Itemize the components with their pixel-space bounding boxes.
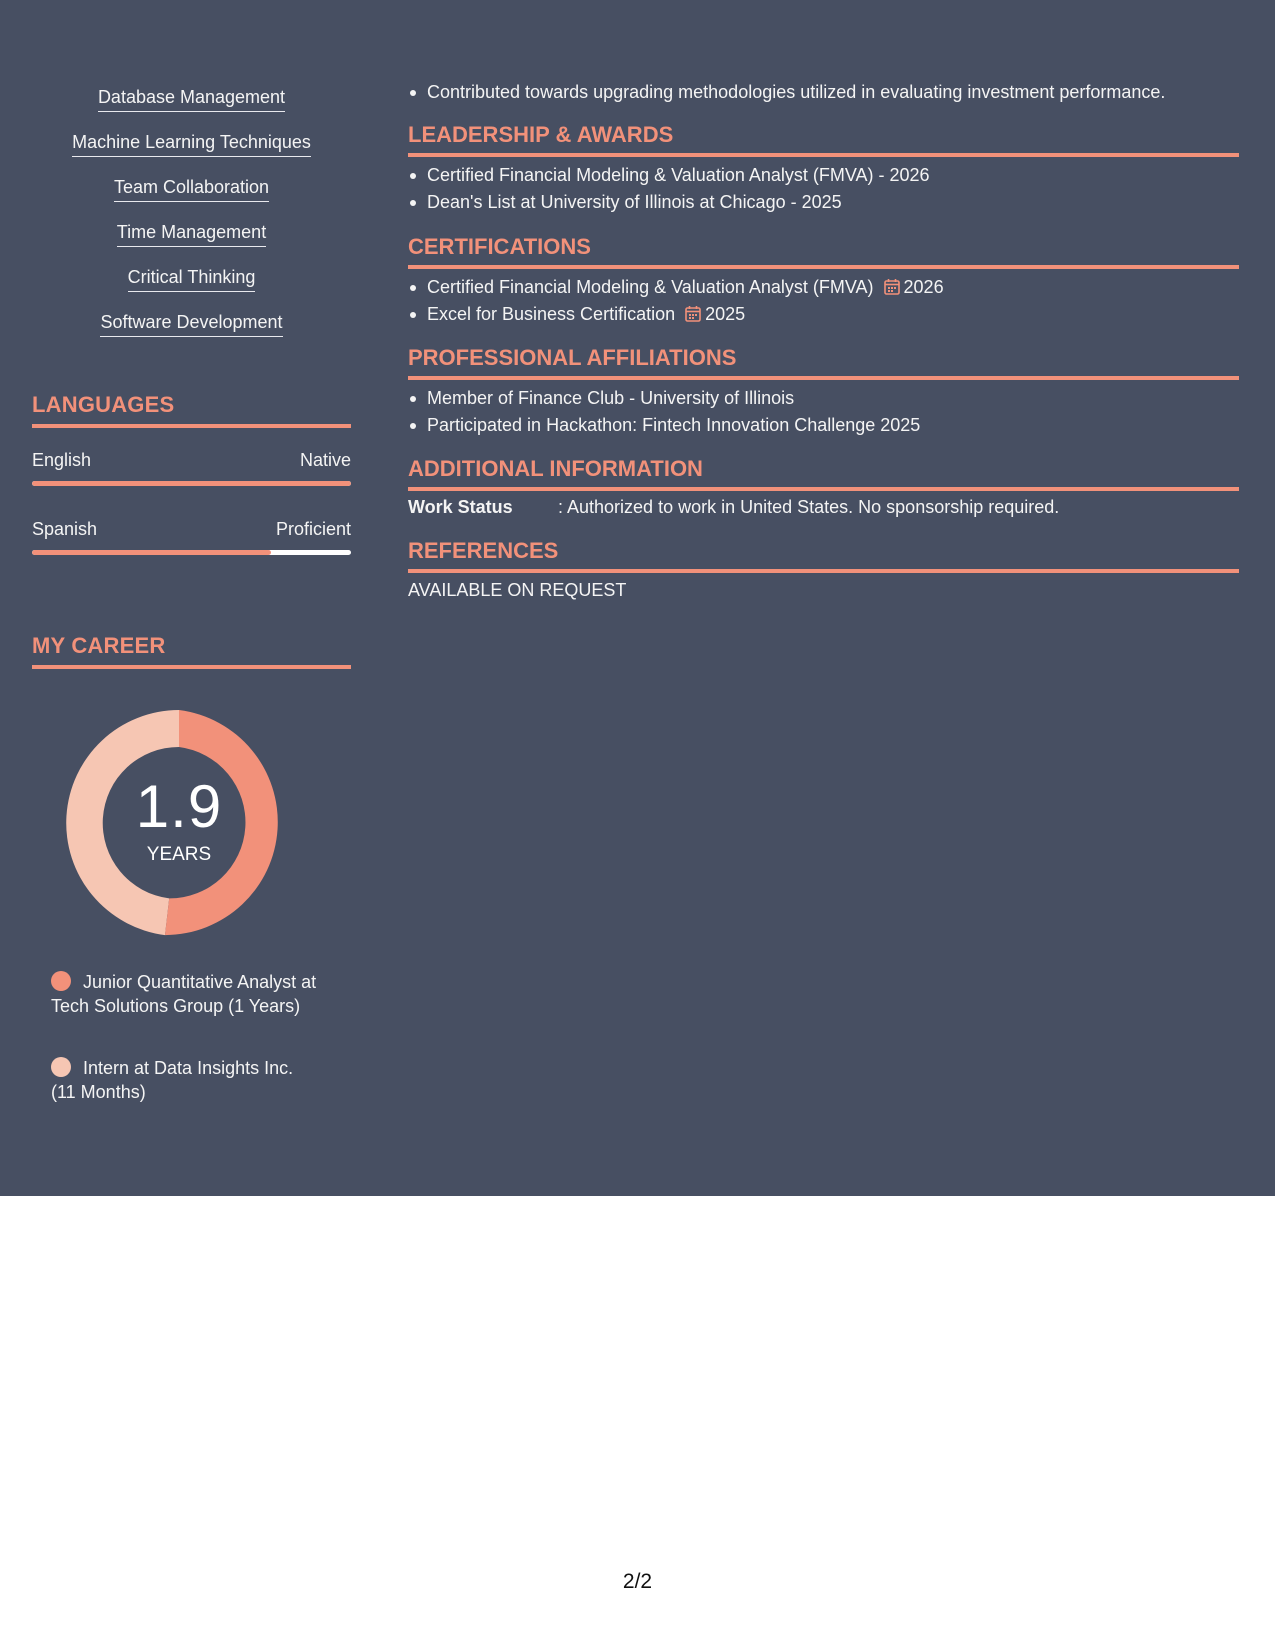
affiliations-heading: PROFESSIONAL AFFILIATIONS (408, 345, 1239, 380)
language-name: Spanish (32, 519, 98, 539)
language-spanish (32, 519, 351, 555)
career-role-label: Intern at Data Insights Inc. (11 Months) (51, 1058, 294, 1102)
skill-item: Team Collaboration (114, 176, 269, 202)
certification-year: 2025 (705, 304, 746, 324)
legend-dot (51, 971, 71, 991)
language-proficiency-bar (32, 481, 351, 486)
career-legend-item (51, 970, 321, 1018)
languages-heading: LANGUAGES (32, 392, 351, 428)
work-status-label: Work Status (408, 497, 513, 517)
skill-item: Time Management (117, 221, 266, 247)
leadership-item: Dean's List at University of Illinois at Chicago - 2025 (427, 189, 1258, 216)
affiliations-list (408, 385, 1258, 439)
references-text: AVAILABLE ON REQUEST (408, 580, 627, 600)
language-proficiency-bar (32, 550, 351, 555)
legend-dot (51, 1057, 71, 1077)
certifications-list (408, 274, 1258, 328)
additional-info-heading: ADDITIONAL INFORMATION (408, 456, 1239, 491)
work-status-value: : Authorized to work in United States. No sponsorship required. (558, 497, 1060, 517)
language-level: Proficient (275, 519, 351, 539)
career-legend-item (51, 1056, 321, 1104)
certifications-heading: CERTIFICATIONS (408, 234, 1239, 269)
career-role-label: Junior Quantitative Analyst at Tech Solutions Group (1 Years) (51, 972, 317, 1016)
affiliation-item: Participated in Hackathon: Fintech Innovation Challenge 2025 (427, 412, 1258, 439)
certification-item (427, 301, 1258, 328)
career-total-years: 1.9 (135, 773, 223, 840)
sidebar (0, 0, 383, 1196)
work-status-row (408, 497, 1059, 518)
skills-list (0, 86, 383, 356)
certification-year: 2026 (903, 277, 944, 297)
career-total-unit: YEARS (146, 844, 212, 865)
references-heading: REFERENCES (408, 538, 1239, 573)
leadership-item: Certified Financial Modeling & Valuation Analyst (FMVA) - 2026 (427, 162, 1258, 189)
page-number: 2/2 (622, 1570, 653, 1593)
language-proficiency-fill (32, 481, 351, 486)
affiliation-item: Member of Finance Club - University of Illinois (427, 385, 1258, 412)
skill-item: Machine Learning Techniques (72, 131, 311, 157)
career-donut-chart (66, 710, 292, 936)
skill-item: Critical Thinking (128, 266, 256, 292)
language-english (32, 450, 351, 486)
language-proficiency-fill (32, 550, 271, 555)
language-name: English (32, 450, 92, 470)
leadership-list (408, 162, 1258, 216)
calendar-icon (685, 305, 701, 322)
experience-bullet: Contributed towards upgrading methodologies utilized in evaluating investment performance. (427, 79, 1258, 106)
certification-name: Certified Financial Modeling & Valuation Analyst (FMVA) (427, 277, 874, 297)
leadership-heading: LEADERSHIP & AWARDS (408, 122, 1239, 157)
experience-bullets (408, 79, 1258, 106)
career-heading: MY CAREER (32, 633, 351, 669)
certification-item (427, 274, 1258, 301)
language-level: Native (299, 450, 351, 470)
certification-name: Excel for Business Certification (427, 304, 676, 324)
skill-item: Software Development (100, 311, 282, 337)
calendar-icon (884, 278, 900, 295)
skill-item: Database Management (98, 86, 285, 112)
